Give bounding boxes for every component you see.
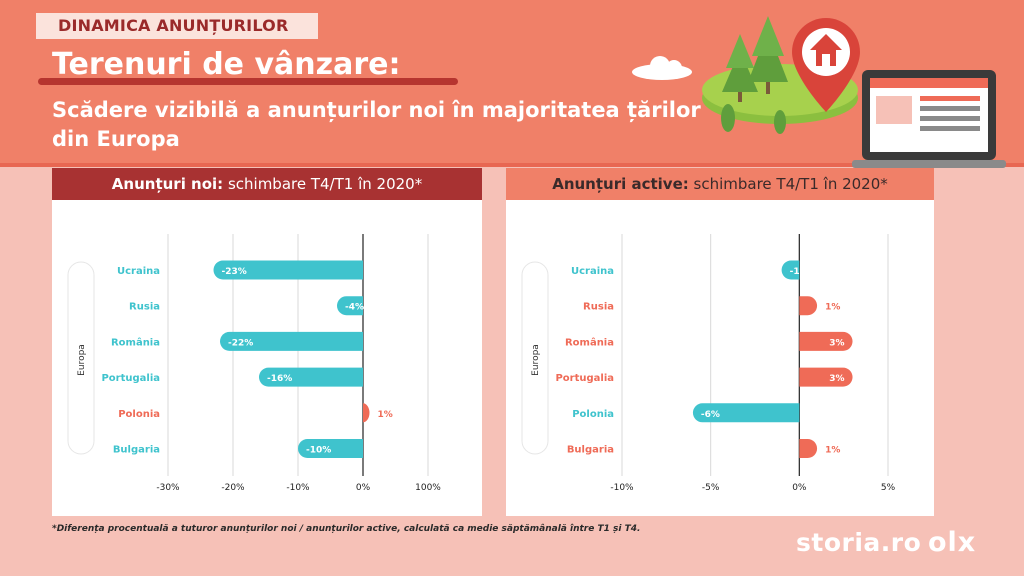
illustration-land-laptop	[630, 10, 1010, 170]
category-label: Ucraina	[116, 266, 160, 277]
data-label: -22%	[228, 338, 254, 349]
chart-panel-new-listings	[52, 200, 482, 516]
bar	[363, 403, 370, 422]
laptop-icon	[852, 70, 1006, 168]
group-label: Europa	[531, 344, 541, 376]
x-tick-label: 100%	[415, 483, 441, 493]
chart-title-rest: schimbare T4/T1 în 2020*	[688, 175, 888, 193]
category-label: Portugalia	[555, 373, 614, 385]
category-label: Polonia	[572, 408, 614, 420]
data-label: -1%	[789, 267, 809, 277]
x-tick-label: -20%	[221, 483, 245, 493]
category-label: România	[110, 337, 160, 349]
storia-logo: storia.ro	[796, 528, 922, 557]
cloud-icon	[632, 56, 692, 80]
chart-title-active-listings	[506, 168, 934, 200]
footnote: *Diferența procentuală a tuturor anunțurilor noi / anunțurilor active, calculată ca medie săptămânală între T1 și T4.	[52, 524, 641, 534]
data-label: 3%	[829, 374, 845, 385]
data-label: 1%	[377, 409, 393, 420]
bar	[799, 439, 817, 458]
x-tick-label: -10%	[286, 483, 310, 493]
bar-chart-new-listings	[52, 200, 482, 516]
page-subtitle: Scădere vizibilă a anunțurilor noi în majoritatea țărilor din Europa	[52, 98, 701, 151]
x-tick-label: -5%	[701, 483, 720, 493]
data-label: 3%	[829, 338, 845, 349]
x-tick-label: -30%	[156, 483, 180, 493]
category-label: Polonia	[118, 408, 160, 420]
chart-title-bold: Anunțuri active:	[552, 175, 689, 193]
data-label: 1%	[825, 445, 841, 456]
group-label: Europa	[77, 344, 87, 376]
x-tick-label: 0%	[792, 483, 807, 493]
bar	[799, 332, 852, 351]
data-label: -10%	[306, 445, 332, 456]
page-title: Terenuri de vânzare:	[52, 47, 401, 82]
kicker-label: DINAMICA ANUNȚURILOR	[36, 13, 318, 39]
chart-title-new-listings	[52, 168, 482, 200]
bar	[799, 368, 852, 387]
chart-panel-active-listings	[506, 200, 934, 516]
data-label: -6%	[700, 409, 720, 420]
data-label: -23%	[221, 267, 247, 277]
category-label: Portugalia	[101, 373, 160, 385]
chart-title-bold: Anunțuri noi:	[111, 175, 224, 193]
category-label: Rusia	[129, 301, 160, 313]
category-label: Bulgaria	[566, 444, 614, 456]
category-label: Bulgaria	[112, 444, 160, 456]
category-label: Ucraina	[570, 266, 614, 277]
bar-chart-active-listings	[506, 200, 934, 516]
x-tick-label: 0%	[355, 483, 371, 493]
x-tick-label: -10%	[610, 483, 634, 493]
category-label: Rusia	[583, 301, 614, 313]
olx-logo: olx	[928, 527, 977, 558]
category-label: România	[564, 337, 614, 349]
data-label: -4%	[345, 302, 365, 313]
chart-title-rest: schimbare T4/T1 în 2020*	[223, 175, 423, 193]
data-label: -16%	[267, 374, 293, 385]
bar	[799, 296, 817, 315]
x-tick-label: 5%	[880, 483, 896, 493]
data-label: 1%	[825, 302, 841, 313]
